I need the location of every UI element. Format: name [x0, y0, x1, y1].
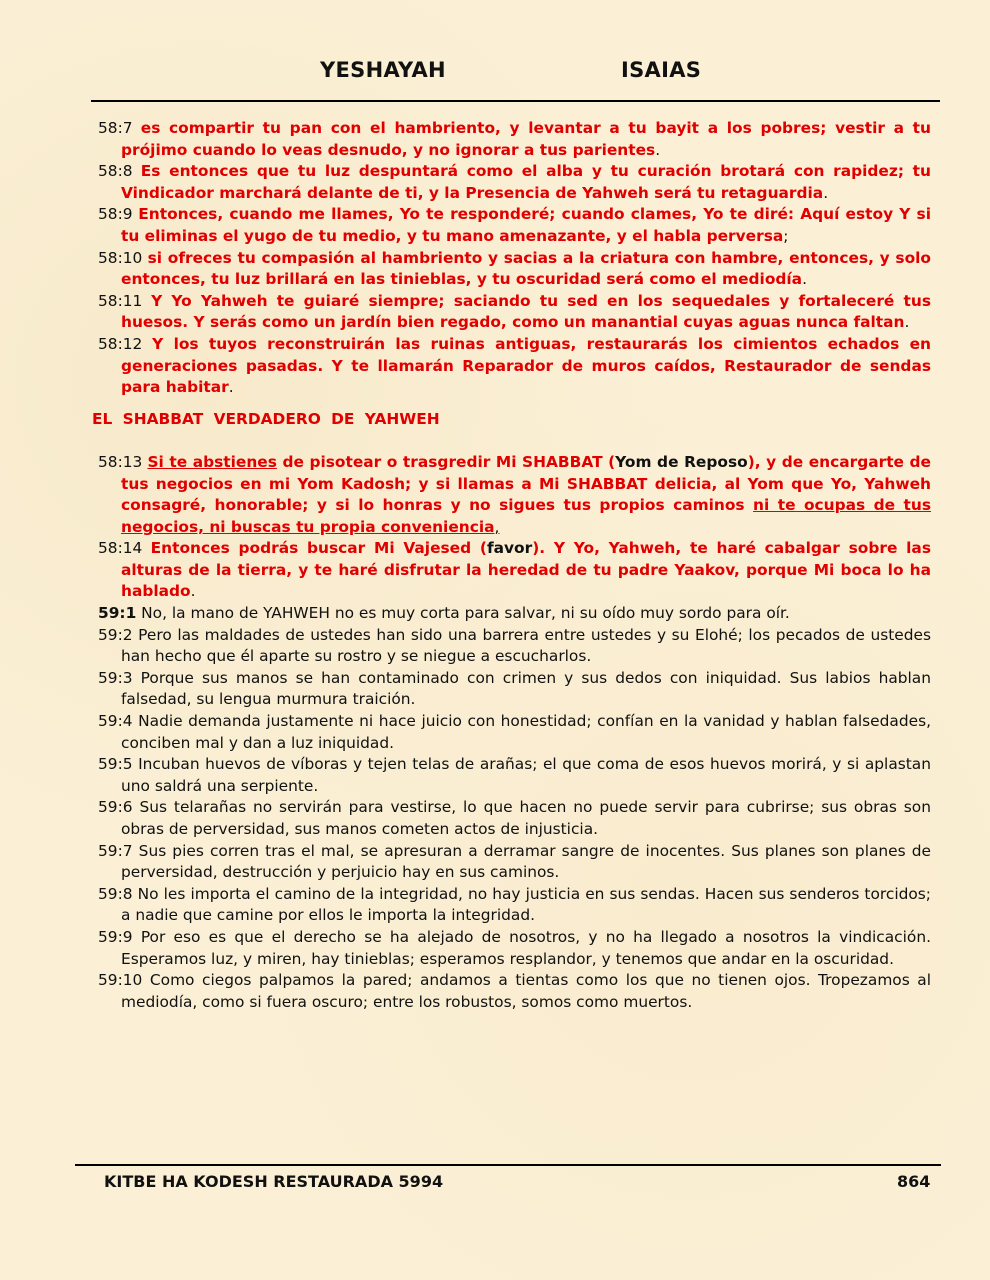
- verse-ref: 58:13: [98, 452, 143, 471]
- footer-rule: [75, 1164, 941, 1166]
- verse-text: ), y de encargarte de tus negocios en mi Yom Kadosh; y si llamas a Mi SHABBAT delicia, al Yom que Yo, Yahweh consagré, honorable; y si lo honras y no sigues tus propios caminos: [121, 452, 931, 515]
- verse-ref: 58:14: [98, 539, 143, 558]
- verse-text: es compartir tu pan con el hambriento, y levantar a tu bayit a los pobres; vestir a tu prójimo cuando lo veas desnudo, y no ignorar a tus parientes: [121, 119, 931, 159]
- verse-ref: 59:4: [98, 712, 133, 731]
- verse-text: de pisotear o trasgredir Mi SHABBAT (: [276, 452, 616, 471]
- verse-ref: 59:3: [98, 668, 133, 687]
- page-number: 864: [897, 1172, 931, 1191]
- verse-text: Y Yo Yahweh te guiaré siempre; saciando tu sed en los sequedales y fortaleceré tus huesos. Y serás como un jardín bien regado, como un manantial cuyas aguas nunca faltan: [121, 291, 931, 332]
- verse-ref: 59:6: [98, 798, 133, 817]
- verse-punct: .: [655, 140, 661, 159]
- verse-58-14: [98, 538, 931, 603]
- verse-59-7: [98, 841, 931, 884]
- verse-punct: .: [904, 313, 910, 332]
- verse-59-5: [98, 754, 931, 797]
- verse-punct: .: [190, 582, 196, 601]
- verse-58-12: [98, 334, 931, 399]
- verse-text: Nadie demanda justamente ni hace juicio con honestidad; confían en la vanidad y hablan falsedades, conciben mal y dan a luz iniquidad.: [121, 712, 931, 752]
- verse-text-black: favor: [486, 539, 533, 558]
- verse-ref: 58:11: [98, 291, 143, 310]
- verse-text: si ofreces tu compasión al hambriento y sacias a la criatura con hambre, entonces, y solo entonces, tu luz brillará en las tinieblas, y tu oscuridad será como el mediodía: [121, 248, 931, 289]
- header-book-hebrew: YESHAYAH: [320, 58, 446, 82]
- page-content: [92, 118, 931, 1013]
- verse-58-7: [98, 118, 931, 161]
- verse-59-8: [98, 884, 931, 927]
- verse-punct: ;: [783, 226, 789, 245]
- verse-punct: ,: [494, 517, 500, 536]
- verse-text: Como ciegos palpamos la pared; andamos a tientas como los que no tienen ojos. Tropezamos al mediodía, como si fuera oscuro; entre los robustos, somos como muertos.: [121, 971, 931, 1011]
- verse-text: Porque sus manos se han contaminado con crimen y sus dedos con iniquidad. Sus labios hablan falsedad, su lengua murmura traición.: [121, 668, 931, 709]
- verse-text: Entonces podrás buscar Mi Vajesed (: [150, 539, 487, 558]
- verse-59-2: [98, 625, 931, 668]
- verse-text: Pero las maldades de ustedes han sido una barrera entre ustedes y su Elohé; los pecados de ustedes han hecho que él aparte su rostro y se niegue a escucharlos.: [121, 625, 931, 666]
- verse-text-underlined: Si te abstienes: [147, 452, 277, 471]
- verse-text: Y los tuyos reconstruirán las ruinas antiguas, restaurarás los cimientos echados en generaciones pasadas. Y te llamarán Reparador de muros caídos, Restaurador de sendas para habitar: [121, 334, 931, 397]
- verse-ref: 59:1: [98, 604, 137, 623]
- verse-59-6: [98, 797, 931, 840]
- verse-ref: 58:8: [98, 162, 133, 181]
- verse-text: Sus telarañas no servirán para vestirse, lo que hacen no puede servir para cubrirse; sus obras son obras de perversidad, sus manos cometen actos de injusticia.: [121, 798, 931, 838]
- verse-58-10: [98, 248, 931, 291]
- verse-59-3: [98, 668, 931, 711]
- verse-text: ). Y Yo, Yahweh, te haré cabalgar sobre las alturas de la tierra, y te haré disfrutar la heredad de tu padre Yaakov, porque Mi boca lo ha hablado: [121, 539, 931, 601]
- verse-59-9: [98, 927, 931, 970]
- spacer: [98, 430, 931, 452]
- verse-text-black: Yom de Reposo: [615, 452, 748, 471]
- verse-text: Entonces, cuando me llames, Yo te responderé; cuando clames, Yo te diré: Aquí estoy Y si tu eliminas el yugo de tu medio, y tu mano amenazante, y el habla perversa: [121, 205, 931, 245]
- verse-ref: 59:7: [98, 841, 133, 860]
- verse-punct: .: [802, 270, 807, 289]
- verse-ref: 59:8: [98, 884, 133, 903]
- verse-58-13: [98, 452, 931, 538]
- verse-ref: 59:10: [98, 971, 143, 990]
- verse-59-4: [98, 711, 931, 754]
- verse-text: Sus pies corren tras el mal, se apresuran a derramar sangre de inocentes. Sus planes son planes de perversidad, destrucción y perjuicio hay en sus caminos.: [121, 841, 931, 882]
- page-header: [0, 58, 990, 92]
- verse-58-11: [98, 291, 931, 334]
- verse-punct: .: [823, 183, 829, 202]
- verse-text: No les importa el camino de la integridad, no hay justicia en sus sendas. Hacen sus senderos torcidos; a nadie que camine por ellos le importa la integridad.: [121, 884, 931, 925]
- verse-59-1: [98, 603, 931, 625]
- verse-text: No, la mano de YAHWEH no es muy corta para salvar, ni su oído muy sordo para oír.: [136, 604, 790, 623]
- verse-text: Por eso es que el derecho se ha alejado de nosotros, y no ha llegado a nosotros la vindicación. Esperamos luz, y miren, hay tinieblas; esperamos resplandor, y tenemos que andar en la oscuridad.: [121, 927, 931, 968]
- verse-58-9: [98, 204, 931, 247]
- verse-ref: 58:7: [98, 119, 133, 137]
- verse-text: Es entonces que tu luz despuntará como el alba y tu curación brotará con rapidez; tu Vindicador marchará delante de ti, y la Presencia de Yahweh será tu retaguardia: [121, 162, 931, 202]
- verse-punct: .: [228, 378, 234, 397]
- header-book-spanish: ISAIAS: [621, 58, 702, 82]
- verse-ref: 58:10: [98, 248, 143, 267]
- verse-text-underlined: ni te ocupas de tus negocios, ni buscas tu propia conveniencia: [121, 496, 931, 536]
- verse-ref: 59:2: [98, 625, 133, 644]
- verse-ref: 58:9: [98, 205, 133, 224]
- header-rule: [91, 100, 940, 102]
- spacer: [98, 399, 931, 409]
- section-heading: EL SHABBAT VERDADERO DE YAHWEH: [92, 409, 440, 428]
- verse-ref: 59:9: [98, 927, 133, 946]
- verse-58-8: [98, 161, 931, 204]
- verse-ref: 58:12: [98, 334, 143, 353]
- footer-title: KITBE HA KODESH RESTAURADA 5994: [104, 1172, 444, 1191]
- verse-59-10: [98, 970, 931, 1013]
- verse-text: Incuban huevos de víboras y tejen telas de arañas; el que coma de esos huevos morirá, y si aplastan uno saldrá una serpiente.: [121, 755, 931, 795]
- verse-ref: 59:5: [98, 755, 133, 774]
